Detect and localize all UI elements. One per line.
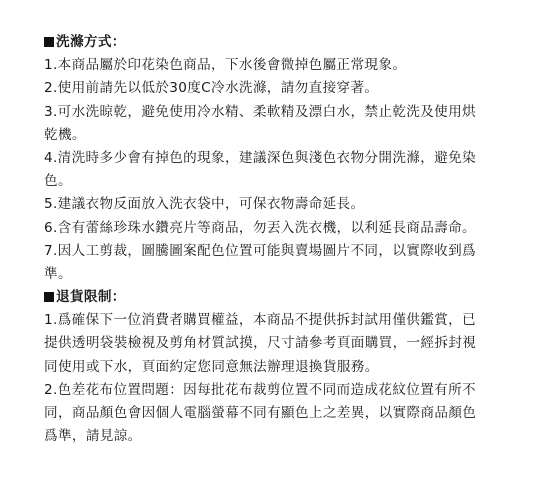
washing-line-7-cont: 準。 [44, 265, 72, 282]
returns-line-1-cont-b: 同使用或下水，頁面約定您同意無法辦理退換貨服務。 [44, 358, 379, 375]
returns-line-1-cont-a: 提供透明袋裝檢視及剪角材質試摸，尺寸請參考頁面購買，一經拆封視 [44, 335, 477, 352]
washing-line-4: 4.清洗時多少會有掉色的現象，建議深色與淺色衣物分開洗滌，避免染 [44, 149, 476, 166]
square-bullet-icon [44, 292, 54, 302]
washing-heading-text: 洗滌方式： [56, 34, 126, 50]
returns-line-2-cont-b: 爲準，請見諒。 [44, 428, 142, 445]
returns-heading [44, 286, 530, 309]
washing-line-3: 3.可水洗晾乾，避免使用冷水精、柔軟精及漂白水，禁止乾洗及使用烘 [44, 103, 476, 120]
washing-line-6: 6.含有蕾絲珍珠水鑽亮片等商品，勿丟入洗衣機，以利延長商品壽命。 [44, 219, 476, 236]
washing-line-2: 2.使用前請先以低於30度C冷水洗滌，請勿直接穿著。 [44, 80, 379, 97]
washing-line-1: 1.本商品屬於印花染色商品，下水後會微掉色屬正常現象。 [44, 57, 407, 74]
washing-line-7: 7.因人工剪裁，圖騰圖案配色位置可能與賣場圖片不同，以實際收到爲 [44, 242, 476, 259]
washing-line-4-cont: 色。 [44, 173, 72, 190]
washing-heading [44, 31, 530, 54]
returns-line-2: 2.色差花布位置問題：因每批花布裁剪位置不同而造成花紋位置有所不 [44, 381, 476, 398]
returns-heading-text: 退貨限制： [56, 289, 126, 306]
returns-line-2-cont-a: 同，商品顏色會因個人電腦螢幕不同有顯色上之差異，以實際商品顏色 [44, 405, 477, 421]
returns-line-1: 1.爲確保下一位消費者購買權益，本商品不提供拆封試用僅供鑑賞，已 [44, 312, 476, 329]
square-bullet-icon [44, 37, 54, 47]
washing-line-3-cont: 乾機。 [44, 126, 86, 143]
washing-line-5: 5.建議衣物反面放入洗衣袋中，可保衣物壽命延長。 [44, 196, 365, 213]
